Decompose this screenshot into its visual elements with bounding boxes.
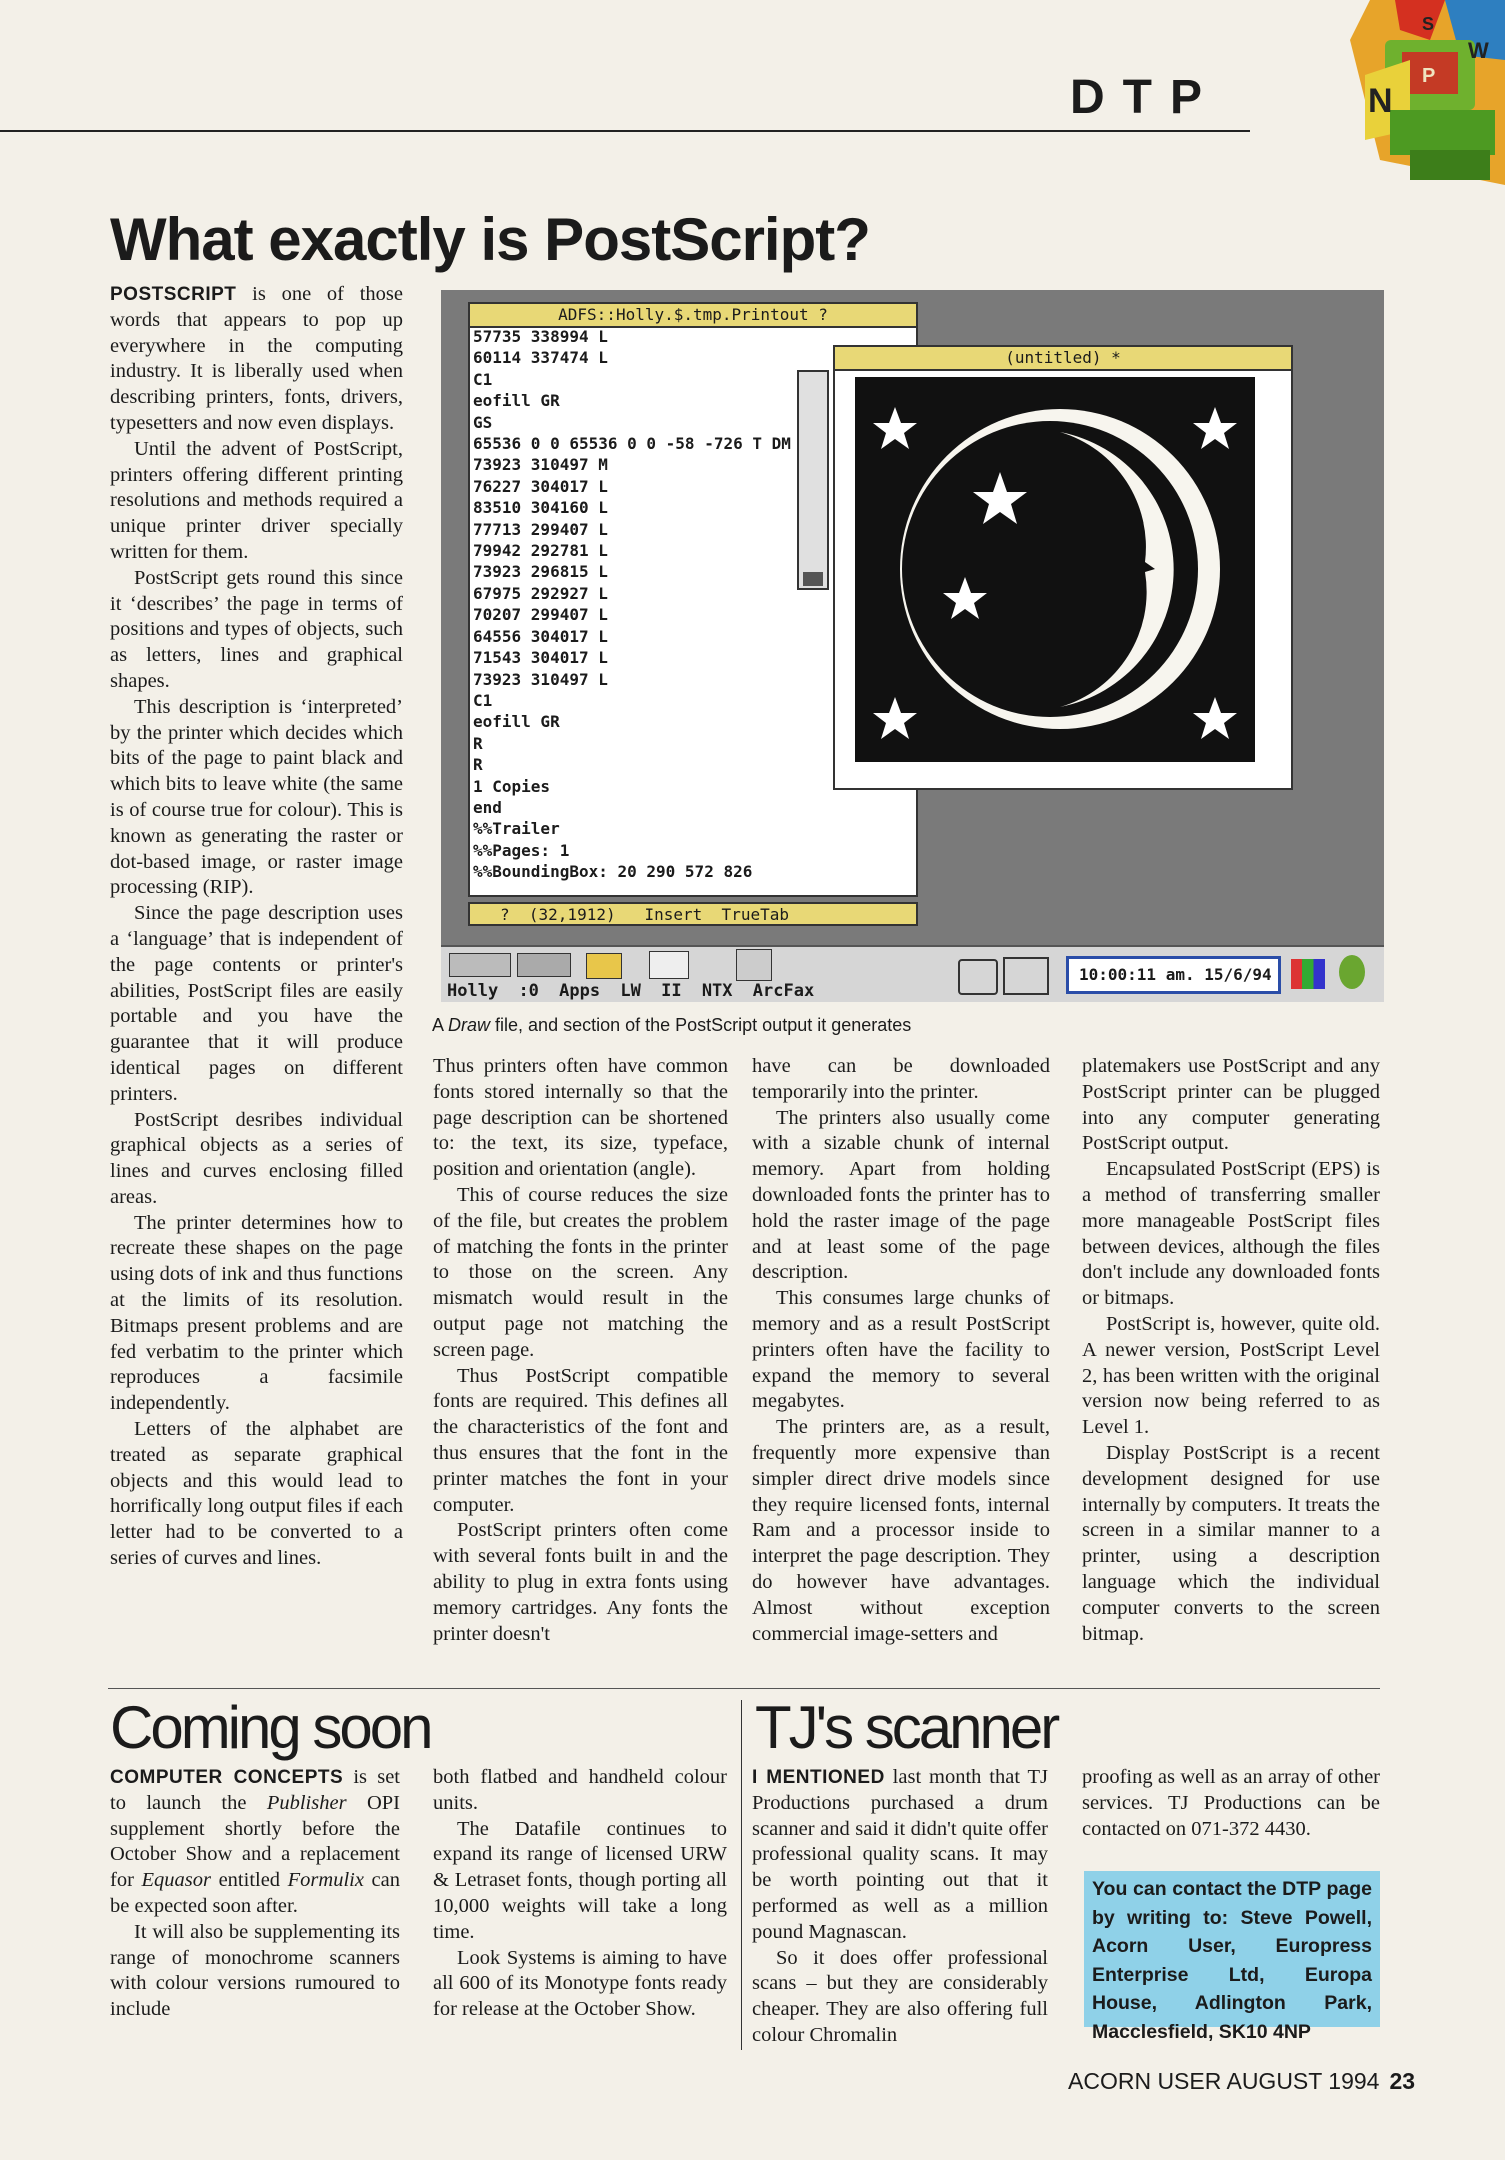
editor-line: 70207 299407 L	[473, 605, 608, 625]
disc-drive-icon[interactable]	[449, 953, 511, 977]
paragraph: PostScript is, however, quite old. A newer version, PostScript Level 2, has been written with the original version now being referred to as Level 1.	[1082, 1312, 1380, 1439]
editor-line: 64556 304017 L	[473, 626, 608, 646]
fax-icon[interactable]	[736, 949, 772, 981]
apps-icon[interactable]	[586, 953, 622, 979]
ram-disc-icon[interactable]	[517, 953, 571, 977]
paragraph: Thus printers often have common fonts stored internally so that the page description can be shortened to: the text, its size, typeface, position and orientation (angle).	[433, 1055, 728, 1181]
editor-line: 73923 310497 M	[473, 455, 608, 475]
editor-line: 60114 337474 L	[473, 348, 608, 368]
paragraph: PostScript gets round this since it ‘describes’ the page in terms of positions and types of objects, such as letters, lines and graphical shapes.	[110, 566, 403, 692]
paragraph: have can be downloaded temporarily into the printer.	[752, 1055, 1050, 1103]
editor-status: ? (32,1912) Insert TrueTab	[500, 905, 789, 924]
editor-line: 77713 299407 L	[473, 519, 608, 539]
printer-icon[interactable]	[649, 951, 689, 979]
tj-scanner-heading: TJ's scanner	[755, 1694, 1058, 1761]
paragraph: platemakers use PostScript and any PostScript printer can be plugged into any computer generating PostScript output.	[1082, 1055, 1380, 1155]
svg-text:N: N	[1368, 82, 1393, 120]
editor-line: 65536 0 0 65536 0 0 -58 -726 T DM	[473, 434, 791, 454]
magazine-issue: ACORN USER AUGUST 1994	[1068, 2068, 1380, 2094]
editor-title: ADFS::Holly.$.tmp.Printout ?	[558, 305, 828, 324]
editor-line: 57735 338994 L	[473, 327, 608, 346]
editor-text	[473, 326, 791, 883]
paragraph: Since the page description uses a ‘language’ that is independent of the page contents or printer's abilities, PostScript files are easily portable and you have the guarantee that it will produce identical pages on different printers.	[110, 902, 403, 1105]
svg-text:P: P	[1422, 65, 1436, 87]
editor-line: eofill GR	[473, 712, 560, 732]
article-column-1	[110, 282, 403, 1572]
paragraph: This consumes large chunks of memory and as a result PostScript printers often have the facility to expand the memory to several megabytes.	[752, 1287, 1050, 1413]
paragraph: both flatbed and handheld colour units.	[433, 1766, 727, 1814]
paragraph: Look Systems is aiming to have all 600 of its Monotype fonts ready for release at the October Show.	[433, 1946, 727, 2021]
editor-line: end	[473, 797, 502, 817]
contact-box: You can contact the DTP page by writing to: Steve Powell, Acorn User, Europress Enterprise Ltd, Europa House, Adlington Park, Macclesfield, SK10 4NP	[1084, 1871, 1380, 2027]
palette-icon[interactable]	[1291, 959, 1325, 989]
select-tool-icon[interactable]	[803, 572, 823, 586]
svg-text:S: S	[1422, 14, 1435, 34]
moon-stars-drawing	[855, 377, 1255, 762]
paragraph: Letters of the alphabet are treated as separate graphical objects and this would lead to horrifically long output files if each letter had to be converted to a series of curves and lines.	[110, 1418, 403, 1570]
article-title: What exactly is PostScript?	[110, 206, 870, 273]
coming-soon-column-1	[110, 1765, 400, 2023]
iconbar-labels: Holly :0 Apps LW II NTX ArcFax	[447, 981, 815, 1001]
clock-text: 10:00:11 am. 15/6/94	[1079, 965, 1272, 984]
clock-display[interactable]	[1066, 956, 1281, 994]
paragraph: Encapsulated PostScript (EPS) is a method of transferring smaller more manageable PostScript files between devices, although the files don't include any downloaded fonts or bitmaps.	[1082, 1158, 1380, 1310]
svg-text:W: W	[1468, 38, 1489, 63]
paragraph: So it does offer professional scans – but they are considerably cheaper. They are also offering full colour Chromalin	[752, 1946, 1048, 2046]
icon-bar	[441, 945, 1384, 1002]
acorn-task-manager-icon[interactable]	[1339, 955, 1365, 989]
editor-title-bar[interactable]	[470, 304, 916, 328]
paragraph: Display PostScript is a recent development designed for use internally by computers. It treats the screen in a similar manner to a printer, using a description language which the individual computer converts to the screen bitmap.	[1082, 1441, 1380, 1645]
editor-line: C1	[473, 369, 493, 389]
draw-window	[833, 345, 1293, 790]
page-number: 23	[1389, 2068, 1416, 2094]
editor-line: C1	[473, 690, 493, 710]
tj-column-1	[752, 1765, 1048, 2049]
lead-word: POSTSCRIPT	[110, 284, 237, 305]
editor-line: 73923 310497 L	[473, 669, 608, 689]
editor-status-bar	[468, 902, 918, 926]
coming-soon-heading: Coming soon	[110, 1694, 431, 1761]
paragraph: Thus PostScript compatible fonts are required. This defines all the characteristics of the font and thus ensures that the font in the printer matches the font in your computer.	[433, 1364, 728, 1516]
editor-line: 71543 304017 L	[473, 648, 608, 668]
paragraph: The printer determines how to recreate these shapes on the page using dots of ink and thus functions at the limits of its resolution. Bitmaps present problems and are fed verbatim to the printer which reproduces a facsimile independently.	[110, 1211, 403, 1415]
paragraph: This of course reduces the size of the file, but creates the problem of matching the fonts in the printer to those on the screen. Any mismatch would result in the output page not matching the screen page.	[433, 1183, 728, 1361]
paragraph: Until the advent of PostScript, printers offering different printing resolutions and methods required a unique printer driver specially written for them.	[110, 437, 403, 563]
editor-line: 83510 304160 L	[473, 498, 608, 518]
editor-line: 67975 292927 L	[473, 583, 608, 603]
paragraph: POSTSCRIPT is one of those words that appears to pop up everywhere in the computing industry. It is liberally used when describing printers, fonts, drivers, typesetters and now even displays.	[110, 283, 403, 434]
paragraph: The Datafile continues to expand its range of licensed URW & Letraset fonts, though porting all 10,000 weights will take a long time.	[433, 1817, 727, 1943]
editor-line: %%BoundingBox: 20 290 572 826	[473, 862, 753, 882]
article-column-2	[433, 1054, 728, 1647]
section-label: DTP	[1070, 71, 1220, 124]
lead-word: I MENTIONED	[752, 1767, 885, 1788]
draw-title: (untitled) *	[1005, 348, 1121, 367]
paragraph: This description is ‘interpreted’ by the printer which decides which bits of the page to paint black and which bits to leave white (the same is of course true for colour). This is known as generating the raster or dot-based image, or raster image processing (RIP).	[110, 695, 403, 899]
article-column-4	[1082, 1054, 1380, 1647]
section-divider	[108, 1688, 1380, 1689]
article-column-3	[752, 1054, 1050, 1647]
paragraph: The printers also usually come with a sizable chunk of internal memory. Apart from holding downloaded fonts the printer has to hold the raster image of the page and at least some of the page description.	[752, 1106, 1050, 1284]
font-manager-icon[interactable]	[1003, 957, 1049, 995]
paragraph: I MENTIONED last month that TJ Productions purchased a drum scanner and said it didn't quite offer professional quality scans. It may be worth pointing out that it performed as well as a million pound Magnascan.	[752, 1766, 1049, 1943]
editor-line: %%Pages: 1	[473, 840, 570, 860]
editor-line: 79942 292781 L	[473, 541, 608, 561]
paragraph: It will also be supplementing its range of monochrome scanners with colour versions rumoured to include	[110, 1920, 400, 2021]
editor-line: eofill GR	[473, 391, 560, 411]
paragraph: COMPUTER CONCEPTS is set to launch the Publisher OPI supplement shortly before the October Show and a replacement for Equasor entitled Formulix can be expected soon after.	[110, 1766, 400, 1917]
page-footer	[1068, 2068, 1415, 2095]
paragraph: PostScript printers often come with several fonts built in and the ability to plug in extra fonts using memory cartridges. Any fonts the printer doesn't	[433, 1519, 728, 1645]
column-divider	[741, 1700, 742, 2050]
tj-column-2	[1082, 1765, 1380, 1842]
editor-line: 1 Copies	[473, 776, 551, 796]
figure-caption: A Draw file, and section of the PostScript output it generates	[432, 1015, 912, 1035]
draw-title-bar[interactable]	[835, 347, 1291, 371]
editor-line: R	[473, 733, 483, 753]
lead-word: COMPUTER CONCEPTS	[110, 1767, 344, 1788]
editor-line: R	[473, 755, 483, 775]
screenshot-figure	[441, 290, 1384, 1002]
paragraph: The printers are, as a result, frequently more expensive than simpler direct drive models since they require licensed fonts, internal Ram and a processor inside to interpret the page description. They do however have advantages. Almost without exception commercial image-setters and	[752, 1416, 1050, 1645]
nsw-logo-icon	[1350, 0, 1505, 185]
hand-icon[interactable]	[958, 959, 998, 995]
editor-line: 73923 296815 L	[473, 562, 608, 582]
paragraph: PostScript desribes individual graphical objects as a series of lines and curves enclosing filled areas.	[110, 1108, 403, 1208]
editor-line: GS	[473, 412, 493, 432]
paragraph: proofing as well as an array of other services. TJ Productions can be contacted on 071-372 4430.	[1082, 1766, 1380, 1840]
editor-line: 76227 304017 L	[473, 476, 608, 496]
editor-line: %%Trailer	[473, 819, 560, 839]
header-rule	[0, 130, 1250, 132]
coming-soon-column-2	[433, 1765, 727, 2023]
draw-toolbox[interactable]	[797, 370, 829, 590]
